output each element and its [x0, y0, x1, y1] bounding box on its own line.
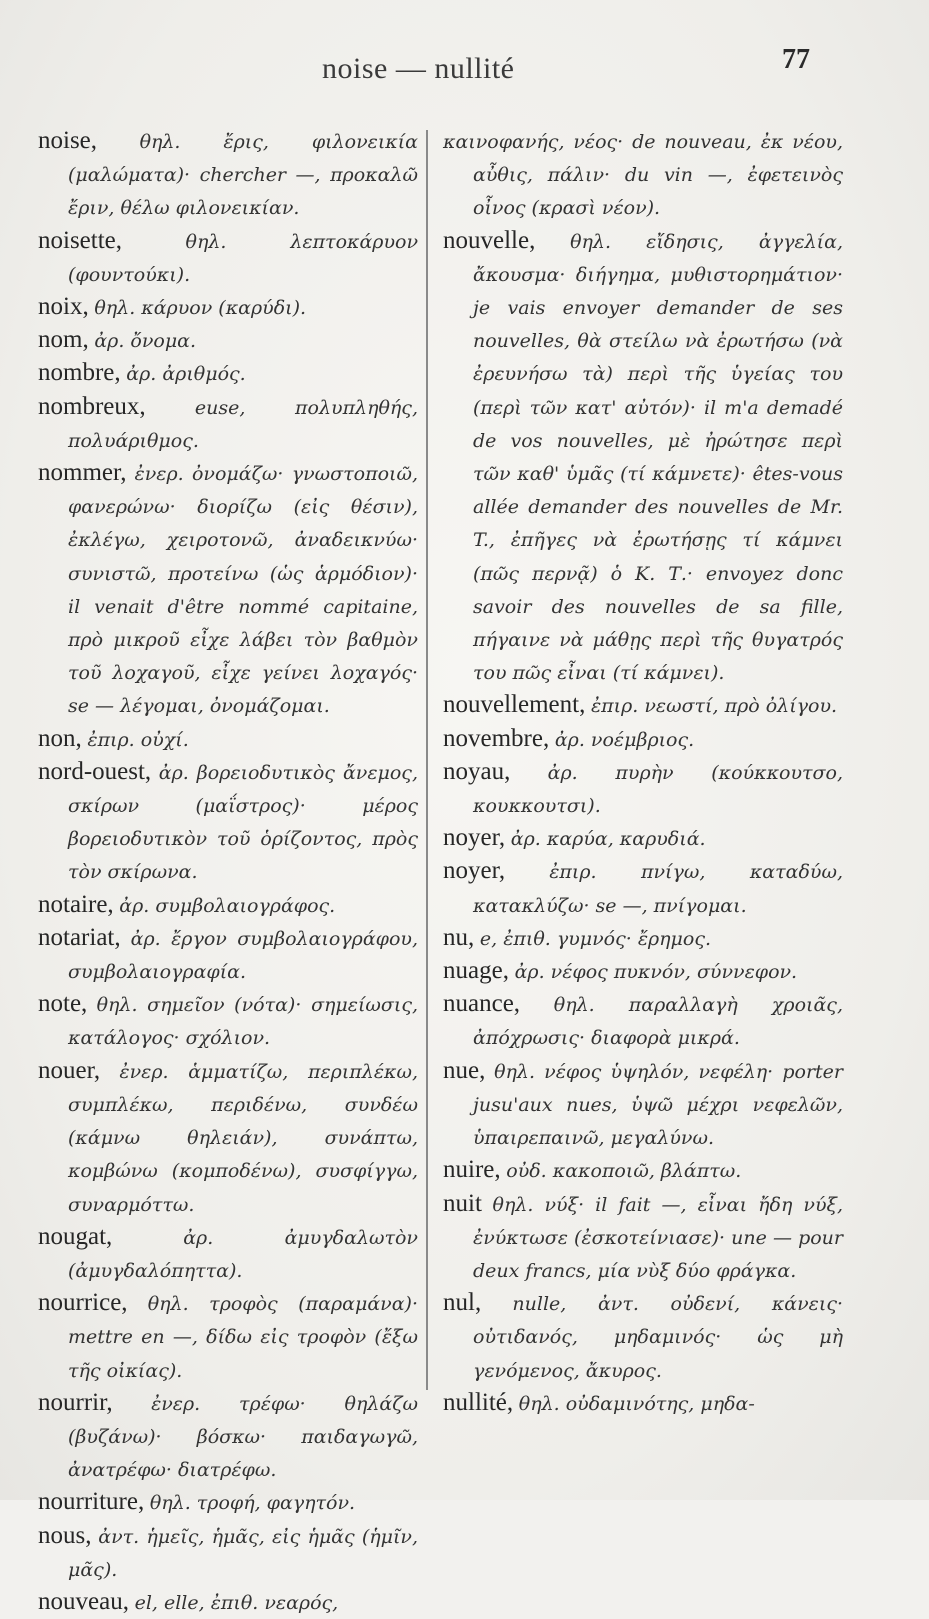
- entry-headword: non,: [38, 724, 82, 752]
- entry-headword: noix,: [38, 293, 89, 321]
- entry-definition: καινοφανής, νέος· de nouveau, ἐκ νέου, αὖθις, πάλιν· du vin —, ἐφετεινὸς οἶνος (κρασὶ νέον).: [443, 131, 843, 220]
- entry-headword: nord-ouest,: [38, 757, 152, 785]
- entry-definition: ἀρ. συμβολαιογράφος.: [119, 894, 336, 917]
- entry-definition: θηλ. σημεῖον (νότα)· σημείωσις, κατάλογος· σχόλιον.: [68, 994, 419, 1050]
- entry-headword: notaire,: [38, 890, 114, 918]
- entry-headword: note,: [38, 990, 88, 1018]
- entry-definition: ἀρ. πυρὴν (κούκκουτσο, κουκκουτσι).: [473, 761, 843, 818]
- entry-definition: ἀρ. νοέμβριος.: [554, 728, 695, 751]
- dictionary-entry: [38, 1486, 418, 1519]
- dictionary-entry: [38, 391, 418, 457]
- dictionary-entry: [443, 125, 843, 225]
- entry-definition: ἐπιρ. οὐχί.: [87, 728, 189, 751]
- entry-headword: nougat,: [38, 1222, 113, 1250]
- entry-definition: θηλ. λεπτοκάρυον (φουντούκι).: [68, 230, 419, 286]
- dictionary-entry: [443, 1387, 843, 1420]
- entry-definition: ἀρ. ὄνομα.: [94, 330, 197, 353]
- dictionary-entry: [38, 225, 418, 291]
- dictionary-entry: [38, 1055, 418, 1221]
- entry-headword: nue,: [443, 1056, 486, 1084]
- dictionary-entry: [38, 125, 418, 225]
- entry-definition: ἀντ. ἡμεῖς, ἡμᾶς, εἰς ἡμᾶς (ἡμῖν, μᾶς).: [68, 1525, 419, 1581]
- entry-headword: nul,: [443, 1289, 482, 1317]
- entry-headword: nullité,: [443, 1388, 514, 1416]
- dictionary-entry: [443, 1154, 843, 1187]
- dictionary-entry: [443, 855, 843, 921]
- entry-headword: novembre,: [443, 724, 550, 752]
- entry-definition: θηλ. τροφή, φαγητόν.: [149, 1492, 356, 1515]
- dictionary-entry: [38, 291, 418, 324]
- entry-headword: nuit: [443, 1189, 482, 1217]
- dictionary-entry: [38, 324, 418, 357]
- dictionary-entry: [38, 1586, 418, 1619]
- dictionary-entry: [38, 357, 418, 390]
- entry-headword: noisette,: [38, 226, 123, 254]
- dictionary-entry: [38, 1387, 418, 1487]
- dictionary-entry: [443, 723, 843, 756]
- dictionary-entry: [443, 988, 843, 1054]
- entry-definition: ἀρ. βορειοδυτικὸς ἄνεμος, σκίρων (μαΐστρος)· μέρος βορειοδυτικὸν τοῦ ὁρίζοντος, πρὸς τὸν σκίρωνα.: [68, 761, 418, 884]
- dictionary-entry: [443, 689, 843, 722]
- entry-definition: θηλ. κάρυον (καρύδι).: [94, 297, 307, 320]
- entry-headword: nu,: [443, 923, 475, 951]
- dictionary-entry: [38, 922, 418, 988]
- column-divider: [426, 130, 428, 1390]
- dictionary-entry: [443, 955, 843, 988]
- entry-headword: nouveau,: [38, 1587, 129, 1615]
- entry-definition: ἀρ. ἔργον συμβολαιογράφου, συμβολαιογραφία.: [68, 927, 419, 984]
- entry-headword: nourrir,: [38, 1388, 113, 1416]
- dictionary-entry: [38, 723, 418, 756]
- entry-definition: euse, πολυπληθής, πολυάριθμος.: [68, 396, 418, 452]
- right-column: [443, 125, 843, 1420]
- dictionary-entry: [443, 822, 843, 855]
- entry-definition: ἐνερ. ὀνομάζω· γνωστοποιῶ, φανερώνω· διορίζω (εἰς θέσιν), ἐκλέγω, χειροτονῶ, ἀναδεικνύω· συνιστῶ, προτείνω (ὡς ἁρμόδιον)· il venait d'être nommé capitaine, πρὸ μικροῦ εἶχε λάβει τὸν βαθμὸν τοῦ λοχαγοῦ, εἶχε γείνει λοχαγός· se — λέγομαι, ὀνομάζομαι.: [68, 463, 418, 718]
- dictionary-entry: [443, 756, 843, 822]
- page-number: 77: [782, 44, 810, 75]
- dictionary-entry: [38, 1520, 418, 1586]
- entry-headword: noyau,: [443, 757, 511, 785]
- entry-headword: noise,: [38, 127, 98, 154]
- entry-definition: οὐδ. κακοποιῶ, βλάπτω.: [506, 1160, 742, 1183]
- entry-definition: ἀρ. ἀμυγδαλωτὸν (ἀμυγδαλόπηττα).: [68, 1226, 418, 1282]
- entry-headword: nom,: [38, 326, 89, 354]
- entry-definition: θηλ. εἴδησις, ἀγγελία, ἄκουσμα· διήγημα, μυθιστορημάτιον· je vais envoyer demander de ses nouvelles, θὰ στείλω νὰ ἐρωτήσω (νὰ ἐρευνήσω τὰ) περὶ τῆς ὑγείας του (περὶ τῶν κατ' αὐτόν)· il m'a demadé de vos nouvelles, μὲ ἠρώτησε περὶ τῶν καθ' ὑμᾶς (τί κάμνετε)· êtes-vous allée demander des nouvelles de Mr. T., ἐπῆγες νὰ ἐρωτήσῃς τί κάμνει (πῶς περνᾷ) ὁ Κ. Τ.· envoyez donc savoir des nouvelles de sa fille, πήγαινε νὰ μάθῃς περὶ τῆς θυγατρός του πῶς εἶναι (τί κάμνει).: [473, 230, 843, 685]
- dictionary-entry: [443, 1055, 843, 1155]
- entry-definition: nulle, ἀντ. οὐδενί, κάνεις· οὐτιδανός, μηδαμινός· ὡς μὴ γενόμενος, ἄκυρος.: [473, 1293, 843, 1382]
- entry-headword: nouer,: [38, 1056, 101, 1084]
- dictionary-entry: [38, 756, 418, 889]
- entry-headword: nuage,: [443, 957, 509, 985]
- entry-definition: ἐνερ. τρέφω· θηλάζω (βυζάνω)· βόσκω· παιδαγωγῶ, ἀνατρέφω· διατρέφω.: [68, 1392, 419, 1482]
- entry-definition: ἀρ. καρύα, καρυδιά.: [510, 828, 706, 851]
- entry-definition: θηλ. ἔρις, φιλονεικία (μαλώματα)· chercher —, προκαλῶ ἔριν, θέλω φιλονεικίαν.: [68, 131, 419, 220]
- entry-definition: e, ἐπιθ. γυμνός· ἔρημος.: [479, 927, 712, 950]
- dictionary-entry: [38, 457, 418, 723]
- dictionary-entry: [38, 988, 418, 1054]
- entry-definition: ἀρ. ἀριθμός.: [126, 363, 246, 386]
- entry-headword: nous,: [38, 1521, 92, 1549]
- entry-headword: nommer,: [38, 459, 127, 487]
- entry-headword: notariat,: [38, 923, 121, 951]
- page-title: noise — nullité: [322, 52, 515, 85]
- entry-definition: ἀρ. νέφος πυκνόν, σύννεφον.: [514, 961, 798, 984]
- left-column: [38, 125, 418, 1619]
- entry-headword: noyer,: [443, 857, 506, 885]
- entry-headword: nouvellement,: [443, 691, 586, 719]
- entry-headword: nuire,: [443, 1156, 501, 1184]
- entry-definition: ἐπιρ. νεωστί, πρὸ ὀλίγου.: [590, 695, 838, 718]
- entry-headword: nombreux,: [38, 392, 146, 420]
- dictionary-entry: [443, 922, 843, 955]
- entry-headword: nourriture,: [38, 1488, 145, 1516]
- entry-headword: nombre,: [38, 359, 121, 387]
- entry-definition: θηλ. παραλλαγὴ χροιᾶς, ἀπόχρωσις· διαφορὰ μικρά.: [473, 994, 843, 1050]
- entry-definition: θηλ. νέφος ὑψηλόν, νεφέλη· porter jusu'aux nues, ὑψῶ μέχρι νεφελῶν, ὑπαιρεπαινῶ, μεγαλύνω.: [473, 1060, 844, 1150]
- entry-definition: θηλ. τροφὸς (παραμάνα)· mettre en —, δίδω εἰς τροφὸν (ἔξω τῆς οἰκίας).: [68, 1293, 418, 1382]
- entry-headword: nuance,: [443, 990, 521, 1018]
- dictionary-entry: [443, 1287, 843, 1387]
- entry-definition: θηλ. νύξ· il fait —, εἶναι ἤδη νύξ, ἐνύκτωσε (ἐσκοτείνιασε)· une — pour deux francs, μία νὺξ δύο φράγκα.: [473, 1193, 843, 1282]
- dictionary-entry: [38, 1221, 418, 1287]
- entry-headword: nourrice,: [38, 1289, 128, 1317]
- entry-definition: ἐπιρ. πνίγω, καταδύω, κατακλύζω· se —, πνίγομαι.: [473, 861, 844, 917]
- entry-definition: ἐνερ. ἁμματίζω, περιπλέκω, συμπλέκω, περιδένω, συνδέω (κάμνω θηλειάν), συνάπτω, κομβώνω (κομποδένω), συσφίγγω, συναρμόττω.: [68, 1060, 419, 1216]
- dictionary-entry: [38, 1287, 418, 1387]
- entry-definition: el, elle, ἐπιθ. νεαρός,: [134, 1591, 339, 1614]
- entry-headword: noyer,: [443, 824, 506, 852]
- dictionary-entry: [443, 1188, 843, 1288]
- entry-headword: nouvelle,: [443, 226, 536, 254]
- dictionary-entry: [443, 225, 843, 690]
- dictionary-entry: [38, 889, 418, 922]
- entry-definition: θηλ. οὐδαμινότης, μηδα-: [518, 1392, 755, 1415]
